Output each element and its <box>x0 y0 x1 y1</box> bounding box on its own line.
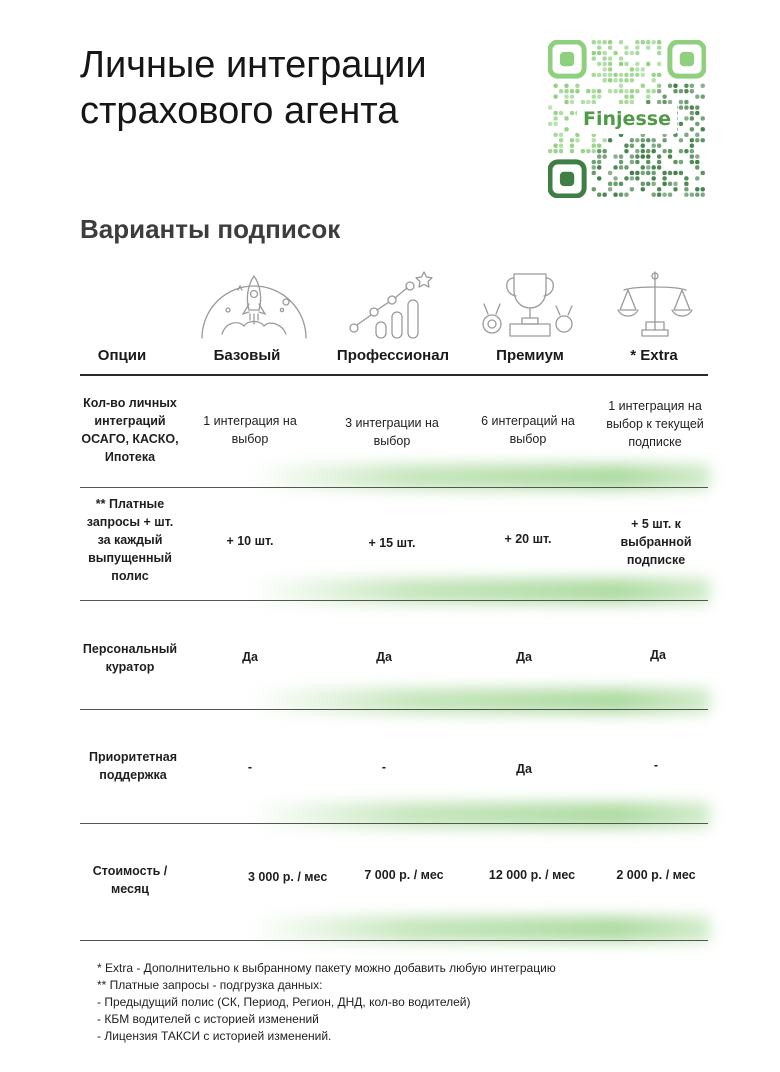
header-plan-professional: Профессионал <box>336 347 450 364</box>
row-option-price: Стоимость / месяц <box>92 864 168 896</box>
header-plan-extra: * Extra <box>630 347 678 364</box>
row-option-integrations: Кол-во личных интеграций ОСАГО, КАСКО, Ипотека <box>81 396 179 464</box>
footnote-previous-policy: - Предыдущий полис (СК, Период, Регион, ДНД, кол-во водителей) <box>97 995 471 1009</box>
row-divider <box>80 709 708 710</box>
cell-extra-price: 2 000 р. / мес <box>616 868 696 882</box>
cell-basic-curator: Да <box>242 650 258 664</box>
cell-professional-paid-requests: + 15 шт. <box>368 536 416 550</box>
row-option-paid-requests: ** Платные запросы + шт. за каждый выпущенный полис <box>86 497 174 583</box>
row-highlight <box>250 688 710 714</box>
header-plan-basic: Базовый <box>213 347 281 364</box>
cell-premium-curator: Да <box>516 650 532 664</box>
cell-professional-curator: Да <box>376 650 392 664</box>
footnotes <box>97 960 717 1045</box>
footnote-extra: * Extra - Дополнительно к выбранному пакету можно добавить любую интеграцию <box>97 961 556 975</box>
cell-extra-curator: Да <box>650 648 666 662</box>
row-divider <box>80 823 708 824</box>
cell-professional-integrations: 3 интеграции на выбор <box>345 416 439 448</box>
header-plan-premium: Премиум <box>496 347 564 364</box>
row-option-curator: Персональный куратор <box>82 642 178 674</box>
header-divider <box>80 374 708 376</box>
row-option-priority-support: Приоритетная поддержка <box>88 750 178 782</box>
header-options: Опции <box>97 347 147 364</box>
growth-chart-icon <box>340 268 440 340</box>
cell-professional-priority-support: - <box>381 760 387 774</box>
cell-extra-integrations: 1 интеграция на выбор к текущей подписке <box>606 399 704 449</box>
cell-basic-priority-support: - <box>247 760 253 774</box>
cell-professional-price: 7 000 р. / мес <box>364 868 444 882</box>
row-highlight <box>250 802 710 828</box>
cell-extra-paid-requests: + 5 шт. к выбранной подписке <box>620 517 692 567</box>
page-title: Личные интеграции страхового агента <box>80 44 427 132</box>
cell-basic-paid-requests: + 10 шт. <box>226 534 274 548</box>
row-divider <box>80 940 708 941</box>
row-highlight <box>250 916 710 942</box>
cell-basic-integrations: 1 интеграция на выбор <box>203 414 297 446</box>
qr-brand-label: Finjesse <box>577 104 677 134</box>
footnote-paid-requests: ** Платные запросы - подгрузка данных: <box>97 978 323 992</box>
cell-premium-price: 12 000 р. / мес <box>488 868 576 882</box>
footnote-kbm: - КБМ водителей с историей изменений <box>97 1012 319 1026</box>
rocket-icon <box>198 268 310 340</box>
footnote-taxi-license: - Лицензия ТАКСИ с историей изменений. <box>97 1029 332 1043</box>
trophy-icon <box>476 268 580 340</box>
cell-extra-priority-support: - <box>653 758 659 772</box>
cell-premium-paid-requests: + 20 шт. <box>504 532 552 546</box>
row-divider <box>80 487 708 488</box>
scales-icon <box>616 268 694 340</box>
cell-premium-priority-support: Да <box>516 762 532 776</box>
qr-code <box>548 40 706 198</box>
section-title: Варианты подписок <box>80 214 341 244</box>
row-divider <box>80 600 708 601</box>
cell-premium-integrations: 6 интеграций на выбор <box>481 414 575 446</box>
cell-basic-price: 3 000 р. / мес <box>248 870 328 884</box>
